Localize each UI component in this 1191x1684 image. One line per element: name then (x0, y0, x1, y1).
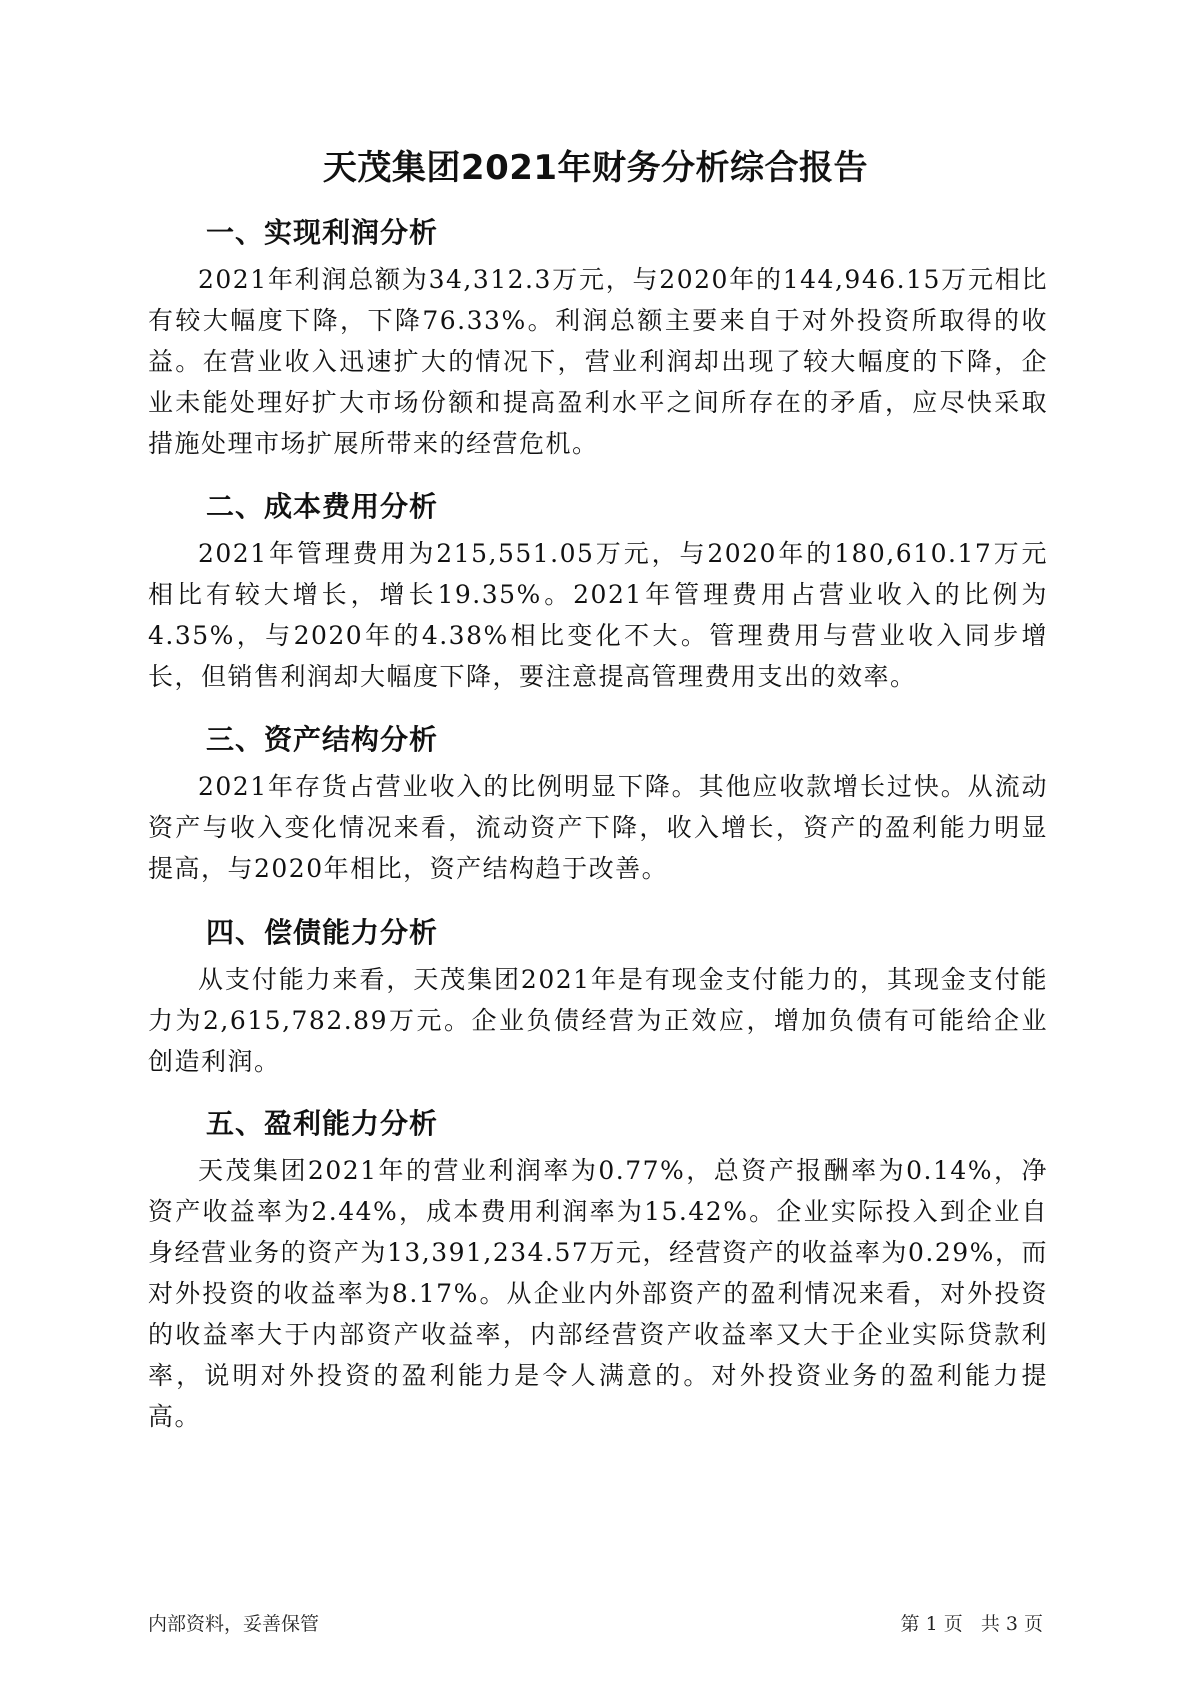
section-heading: 四、偿债能力分析 (206, 916, 439, 949)
section-assets (148, 720, 1048, 889)
document-title: 天茂集团2021年财务分析综合报告 (322, 148, 869, 188)
footer-total-pages: 共 3 页 (980, 1613, 1043, 1635)
section-profit (148, 213, 1048, 464)
section-heading: 二、成本费用分析 (206, 490, 439, 523)
section-paragraph: 天茂集团2021年的营业利润率为0.77%，总资产报酬率为0.14%，净资产收益率为2.44%，成本费用利润率为15.42%。企业实际投入到企业自身经营业务的资产为13,391,234.57万元，经营资产的收益率为0.29%，而对外投资的收益率为8.17%。从企业内外部资产的盈利情况来看，对外投资的收益率大于内部资产收益率，内部经营资产收益率又大于企业实际贷款利率，说明对外投资的盈利能力是令人满意的。对外投资业务的盈利能力提高。 (148, 1156, 1048, 1431)
section-paragraph: 从支付能力来看，天茂集团2021年是有现金支付能力的，其现金支付能力为2,615,782.89万元。企业负债经营为正效应，增加负债有可能给企业创造利润。 (148, 965, 1048, 1076)
section-cost (148, 487, 1048, 697)
section-paragraph: 2021年存货占营业收入的比例明显下降。其他应收款增长过快。从流动资产与收入变化情况来看，流动资产下降，收入增长，资产的盈利能力明显提高，与2020年相比，资产结构趋于改善。 (148, 772, 1048, 883)
section-paragraph: 2021年管理费用为215,551.05万元，与2020年的180,610.17万元相比有较大增长，增长19.35%。2021年管理费用占营业收入的比例为4.35%，与2020年的4.38%相比变化不大。管理费用与营业收入同步增长，但销售利润却大幅度下降，要注意提高管理费用支出的效率。 (148, 539, 1048, 691)
section-heading: 三、资产结构分析 (206, 723, 439, 756)
section-heading: 一、实现利润分析 (206, 216, 439, 249)
section-heading: 五、盈利能力分析 (206, 1107, 439, 1140)
section-solvency (148, 913, 1048, 1082)
footer-page-number (901, 1611, 1043, 1637)
section-profitability (148, 1104, 1048, 1437)
section-paragraph: 2021年利润总额为34,312.3万元，与2020年的144,946.15万元相比有较大幅度下降，下降76.33%。利润总额主要来自于对外投资所取得的收益。在营业收入迅速扩大的情况下，营业利润却出现了较大幅度的下降，企业未能处理好扩大市场份额和提高盈利水平之间所存在的矛盾，应尽快采取措施处理市场扩展所带来的经营危机。 (148, 265, 1048, 458)
footer-confidential-note: 内部资料，妥善保管 (148, 1613, 320, 1635)
footer-current-page: 第 1 页 (900, 1613, 963, 1635)
